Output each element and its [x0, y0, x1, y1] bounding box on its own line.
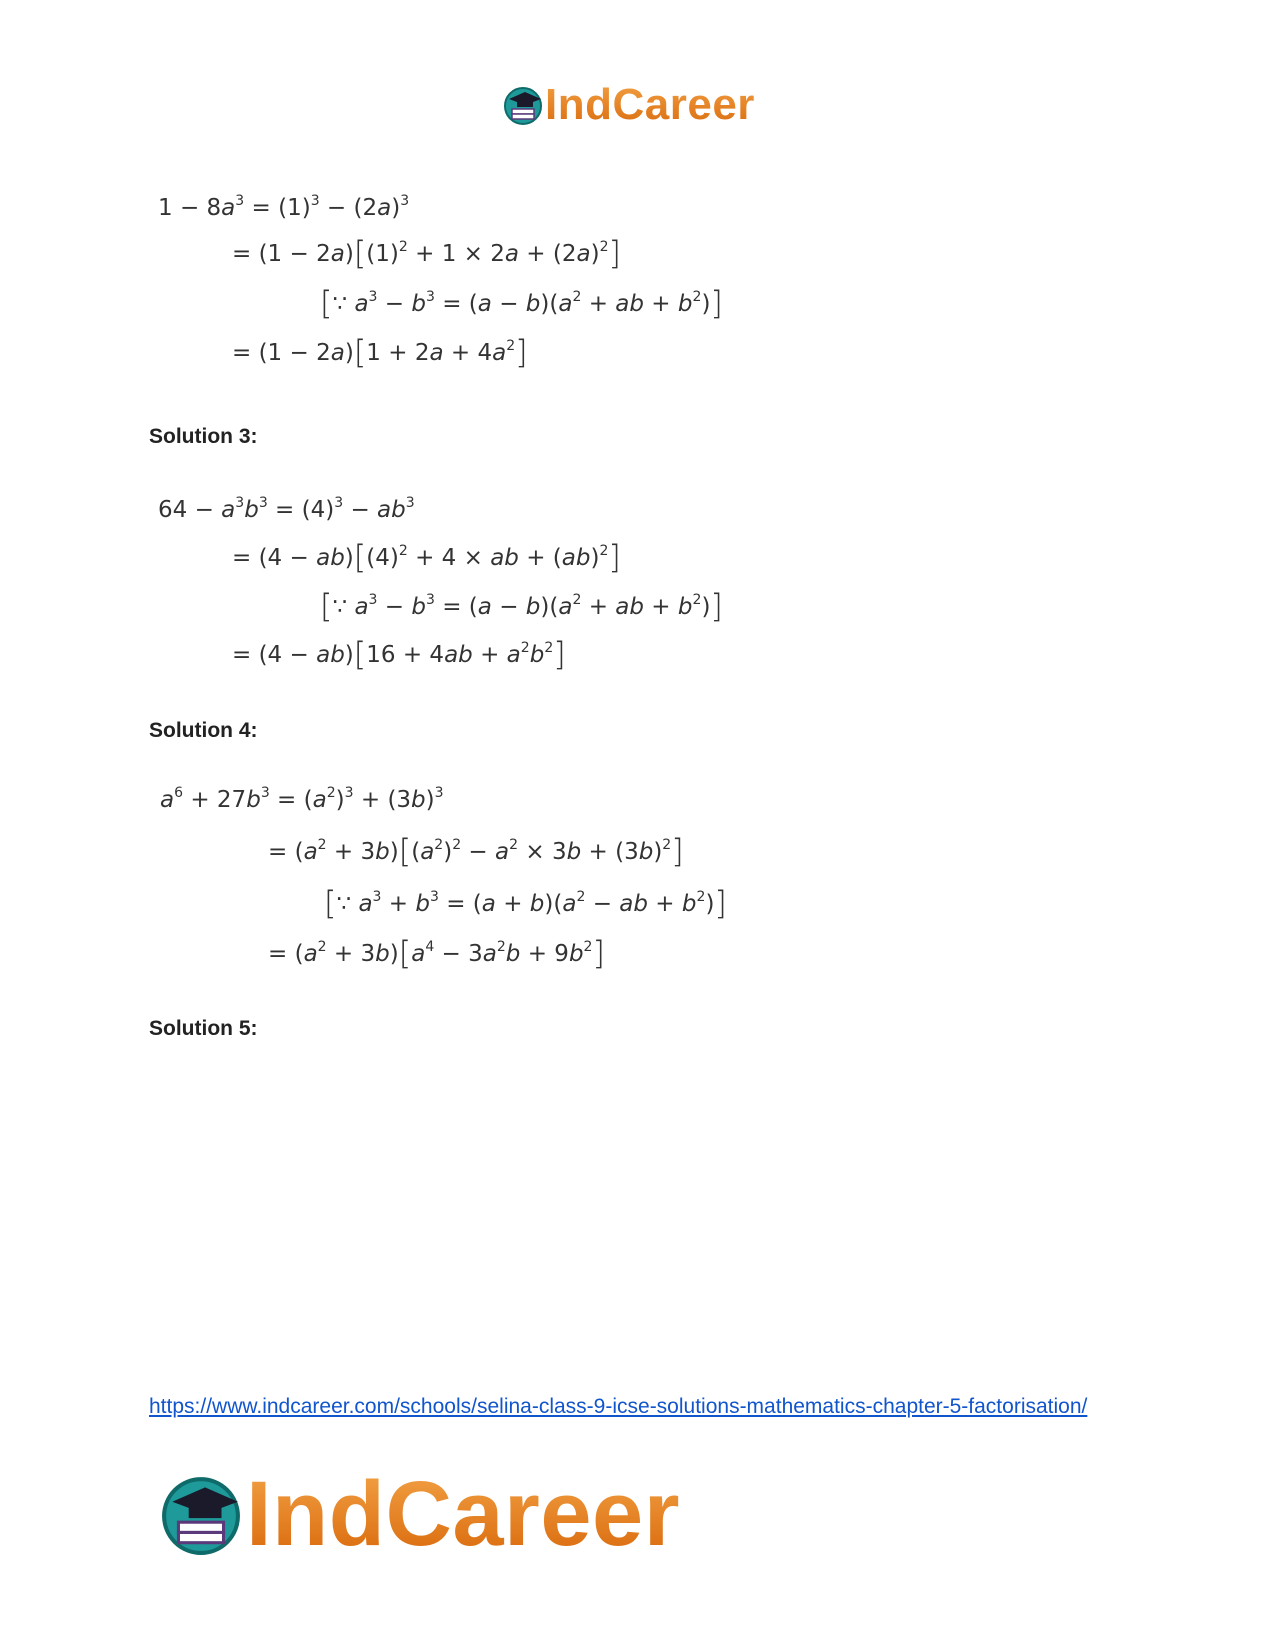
- math-line: = $(1 - 2a)[(1)^2 + 1 \times 2a + (2a)^2]$: [232, 234, 621, 272]
- math-line: [∵ $a^3 + b^3 = (a + b)(a^2$ − ab + $b^2$)]: [324, 884, 727, 922]
- source-url-link[interactable]: https://www.indcareer.com/schools/selina-class-9-icse-solutions-mathematics-chapter-5-factorisation/: [149, 1395, 1088, 1418]
- math-line: = $(a^2 + 3b)[(a^2)^2 - a^2 \times 3b + (3b)^2]$: [268, 832, 684, 870]
- logo-wordmark: IndCareer: [545, 80, 755, 129]
- math-line: [∵ $a^3 - b^3 = (a - b)(a^2$ + ab + $b^2$)]: [320, 587, 723, 625]
- solution-5-heading: Solution 5:: [149, 1017, 258, 1040]
- math-line: = $(4 - ab)[(4)^2 + 4$ × ab + (ab)$^2$]: [232, 538, 621, 576]
- logo-wordmark: IndCareer: [246, 1463, 680, 1565]
- graduation-cap-book-icon: [503, 85, 543, 125]
- solution-4-heading: Solution 4:: [149, 719, 258, 742]
- math-line: = $(4 - ab)[16 + 4ab + a^2b^2]$: [232, 635, 566, 673]
- footer-logo: [160, 1463, 680, 1565]
- header-logo: [503, 80, 755, 130]
- math-line: = $(a^2 + 3b)[a^4 - 3a^2b + 9b^2]$: [268, 934, 605, 972]
- solution-3-heading: Solution 3:: [149, 425, 258, 448]
- math-line: [∵ $a^3 - b^3 = (a - b)(a^2$ + ab + $b^2$)]: [320, 284, 723, 322]
- graduation-cap-book-icon: [160, 1473, 242, 1555]
- math-line: $1 - 8a^3 = (1)^3 - (2a)^3$: [158, 193, 410, 221]
- math-line: = $(1 - 2a)[1 + 2a + 4a^2]$: [232, 333, 528, 371]
- math-line: $64 - a^3b^3 = (4)^3 - ab^3$: [158, 495, 415, 523]
- math-line: $a^6 + 27b^3 = (a^2)^3 + (3b)^3$: [160, 785, 444, 813]
